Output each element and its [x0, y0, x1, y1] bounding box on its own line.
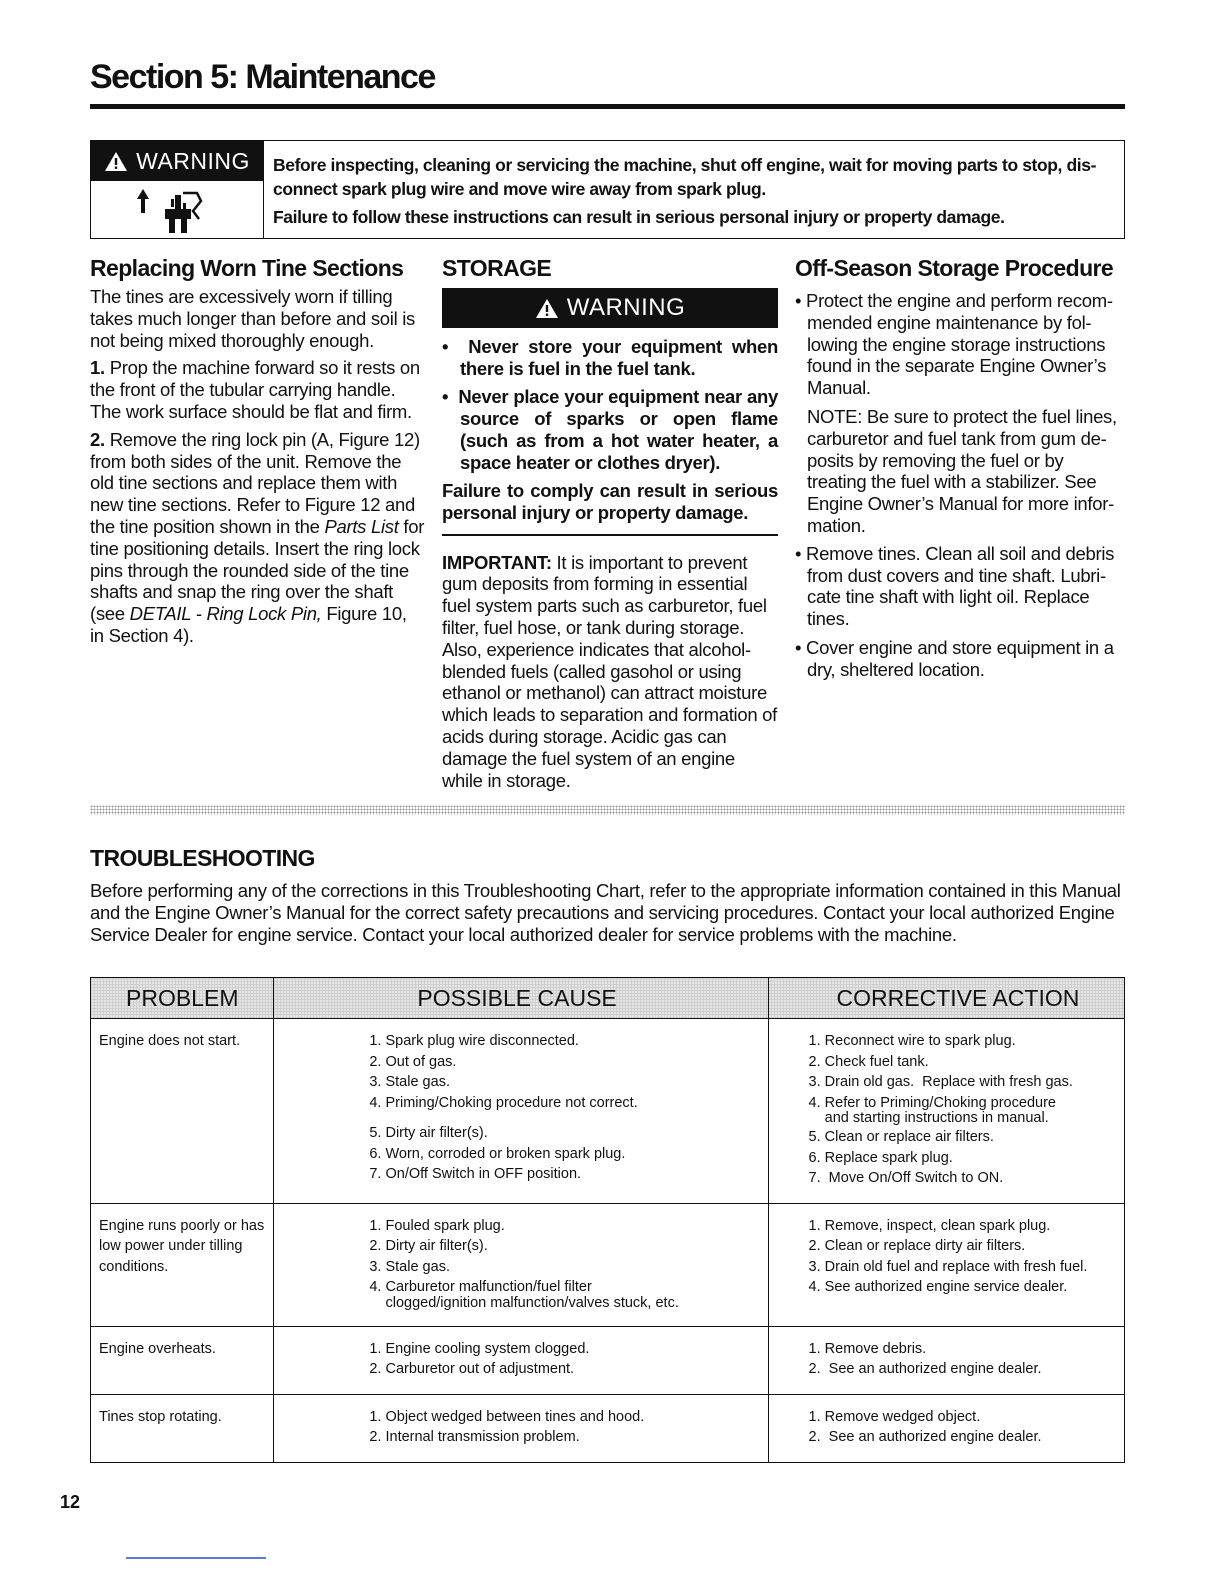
off-season-list-2 [795, 543, 1125, 681]
title-rule [90, 104, 1125, 109]
list-item: 4. Priming/Choking procedure not correct. [369, 1094, 638, 1111]
step-2-text-a: Remove the ring lock pin (A, Figure 12) from both sides of the unit. Remove the old tine sections and replace them with new tine sections. Refer to Figure 12 and the tine position shown in the [90, 428, 420, 537]
warning-text [273, 153, 1118, 229]
troubleshooting-table [90, 977, 1125, 1463]
footer-link-rule [126, 1557, 266, 1559]
list-item: 1. Spark plug wire disconnected. [369, 1033, 579, 1049]
troubleshooting-heading: TROUBLESHOOTING [90, 845, 315, 871]
storage-bullet: • Never place your equipment near any source of sparks or open flame (such as from a hot water heater, a space heater or clothes dryer). [442, 386, 778, 473]
important-paragraph [442, 552, 778, 792]
list-item: 2. Out of gas. [369, 1053, 457, 1070]
storage-section [442, 254, 778, 797]
warning-icon-cell [91, 141, 264, 238]
list-item: 5. Dirty air filter(s). [369, 1125, 488, 1141]
list-item: 2. Check fuel tank. [808, 1053, 929, 1070]
step-1-number: 1. [90, 357, 105, 379]
spark-plug-disconnect-icon [131, 185, 221, 235]
step-2-number: 2. [90, 428, 105, 450]
page-title: Section 5: Maintenance [90, 58, 435, 96]
list-item: 5. Clean or replace air filters. [808, 1129, 994, 1145]
list-item: 2. See an authorized engine dealer. [808, 1429, 1042, 1445]
list-item: 1. Fouled spark plug. [369, 1217, 505, 1234]
problem-cell: Tines stop rotating. [91, 1394, 274, 1462]
parts-list-ref: Parts List [324, 515, 399, 537]
list-item: 3. Drain old fuel and replace with fresh fuel. [808, 1258, 1088, 1275]
cause-cell [274, 1326, 768, 1394]
problem-cell: Engine runs poorly or has low power under tilling conditions. [91, 1203, 274, 1326]
header-corrective-action: CORRECTIVE ACTION [768, 978, 1124, 1019]
replacing-intro: The tines are excessively worn if tilling takes much longer than before and soil is not being mixed thoroughly enough. [90, 286, 416, 351]
action-cell [768, 1203, 1124, 1326]
warning-triangle-icon [535, 298, 559, 319]
table-row [91, 1326, 1125, 1394]
list-item: clogged/ignition malfunction/valves stuck, etc. [369, 1294, 679, 1311]
list-item: 7. Move On/Off Switch to ON. [808, 1170, 1004, 1186]
off-season-bullet: • Protect the engine and perform recom-mended engine maintenance by fol-lowing the engine storage instructions found in the separate Engine Owner’s Manual. [795, 290, 1113, 399]
list-item: 6. Replace spark plug. [808, 1149, 953, 1166]
storage-failure-text: Failure to comply can result in serious personal injury or property damage. [442, 480, 778, 523]
off-season-bullet: • Cover engine and store equipment in a dry, sheltered location. [795, 636, 1114, 680]
warning-line-3: Failure to follow these instructions can result in serious personal injury or property damage. [273, 207, 1005, 227]
replacing-heading: Replacing Worn Tine Sections [90, 255, 404, 281]
list-item: 1. Reconnect wire to spark plug. [808, 1033, 1016, 1049]
off-season-heading: Off-Season Storage Procedure [795, 255, 1114, 281]
table-header-row [91, 978, 1125, 1019]
cause-cell [274, 1203, 768, 1326]
step-2-text-c: Figure 10, in Section 4). [90, 603, 407, 646]
list-item: 6. Worn, corroded or broken spark plug. [369, 1145, 626, 1162]
list-item: 4. Carburetor malfunction/fuel filter [369, 1279, 592, 1295]
table-row [91, 1019, 1125, 1204]
storage-rule [442, 534, 778, 536]
storage-warning-list [442, 336, 778, 474]
list-item: 1. Remove, inspect, clean spark plug. [808, 1217, 1051, 1234]
replacing-step-2 [90, 429, 425, 647]
list-item: 2. Internal transmission problem. [369, 1429, 580, 1445]
list-item: 3. Stale gas. [369, 1074, 450, 1090]
list-item: 2. Clean or replace dirty air filters. [808, 1238, 1026, 1254]
list-item: 7. On/Off Switch in OFF position. [369, 1166, 582, 1182]
storage-warning-badge [442, 288, 778, 328]
storage-warning-label: WARNING [566, 294, 686, 322]
list-item: 1. Remove debris. [808, 1340, 927, 1357]
important-label: IMPORTANT: [442, 551, 552, 573]
step-2-text-b: for tine positioning details. Insert the ring lock pins through the rounded side of the tine shafts and snap the ring over the shaft (see [90, 515, 425, 625]
list-item: 1. Engine cooling system clogged. [369, 1340, 590, 1357]
list-item: 2. See an authorized engine dealer. [808, 1361, 1042, 1377]
problem-cell: Engine does not start. [91, 1019, 274, 1204]
storage-heading: STORAGE [442, 255, 552, 281]
warning-line-2: connect spark plug wire and move wire away from spark plug. [273, 179, 766, 199]
header-problem: PROBLEM [91, 978, 274, 1019]
cause-cell [274, 1394, 768, 1462]
list-item: 4. See authorized engine service dealer. [808, 1279, 1068, 1295]
cause-cell [274, 1019, 768, 1204]
list-item: 2. Carburetor out of adjustment. [369, 1361, 575, 1377]
list-item: 4. Refer to Priming/Choking procedure [808, 1094, 1056, 1111]
important-text: It is important to prevent gum deposits from forming in essential fuel system parts such as carburetor, fuel filter, fuel hose, or tank during storage. Also, experience indicates that alcohol-blended fuels (called gasohol or using ethanol or methanol) can attract moisture which leads to separation and formation of acids during storage. Acidic gas can damage the fuel system of an engine while in storage. [442, 551, 777, 791]
list-item: 3. Stale gas. [369, 1258, 450, 1275]
warning-badge-label: WARNING [136, 147, 250, 174]
problem-cell: Engine overheats. [91, 1326, 274, 1394]
list-item: 2. Dirty air filter(s). [369, 1238, 488, 1254]
off-season-section [795, 254, 1125, 688]
list-item [369, 1113, 759, 1123]
list-item: 1. Remove wedged object. [808, 1408, 981, 1425]
list-item: 1. Object wedged between tines and hood. [369, 1408, 645, 1425]
warning-badge [91, 141, 263, 181]
table-row [91, 1394, 1125, 1462]
warning-line-1: Before inspecting, cleaning or servicing the machine, shut off engine, wait for moving parts to stop, dis- [273, 155, 1096, 175]
troubleshooting-body [91, 1019, 1125, 1463]
page-number: 12 [60, 1492, 81, 1512]
off-season-note: NOTE: Be sure to protect the fuel lines, carburetor and fuel tank from gum de-posits by removing the fuel or by treating the fuel with a stabilizer. See Engine Owner’s Manual for more infor-mation. [807, 405, 1117, 536]
action-cell [768, 1394, 1124, 1462]
header-possible-cause: POSSIBLE CAUSE [274, 978, 768, 1019]
step-1-text: Prop the machine forward so it rests on the front of the tubular carrying handle. The work surface should be flat and firm. [90, 357, 420, 422]
troubleshooting-intro: Before performing any of the corrections in this Troubleshooting Chart, refer to the appropriate information contained in this Manual and the Engine Owner’s Manual for the correct safety precautions and servicing procedures. Contact your local authorized Engine Service Dealer for engine service. Contact your local authorized dealer for service problems with the machine. [90, 880, 1121, 945]
off-season-list [795, 290, 1125, 399]
warning-box [90, 140, 1125, 239]
table-row [91, 1203, 1125, 1326]
off-season-bullet: • Remove tines. Clean all soil and debris from dust covers and tine shaft. Lubri-cate tine shaft with light oil. Replace tines. [795, 542, 1115, 630]
storage-bullet: • Never store your equipment when there is fuel in the fuel tank. [442, 336, 778, 379]
warning-triangle-icon [104, 151, 128, 172]
detail-ref: DETAIL - Ring Lock Pin, [129, 603, 322, 625]
section-divider [90, 805, 1125, 815]
replacing-tines-section [90, 254, 425, 653]
list-item: 3. Drain old gas. Replace with fresh gas. [808, 1074, 1073, 1090]
action-cell [768, 1019, 1124, 1204]
action-cell [768, 1326, 1124, 1394]
list-item: and starting instructions in manual. [808, 1110, 1049, 1126]
replacing-step-1 [90, 357, 425, 422]
